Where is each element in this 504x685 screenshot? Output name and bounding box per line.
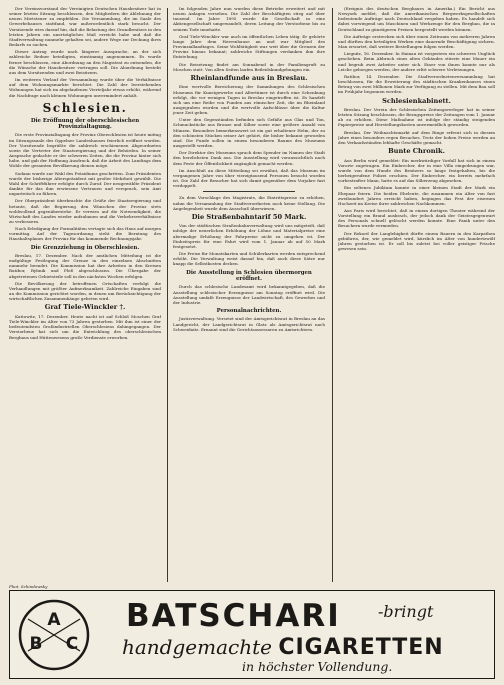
paragraph: Ein seltenes Jubiläum konnte in einer kleinen Stadt der Mark ein Ehepaar feiern. Die beiden Eheleute, die zusammen ein Alter von fast zweihundert Jahren erreicht haben, begingen das Fest der eisernen Hochzeit im Kreise ihrer zahlreichen Nachkommen.	[338, 185, 495, 206]
paragraph: Im Anschluß an diese Mitteilung sei erwähnt, daß das Museum im vergangenen Jahre von über vierzigtausend Personen besucht worden ist. Die Zahl der Besucher hat sich damit gegenüber dem Vorjahre fast verdoppelt.	[173, 167, 325, 189]
ad-brand-name: BATSCHARI	[126, 598, 341, 634]
article-headline: Schlesienkabinett.	[382, 96, 451, 105]
article-headline: Rheinlandfunde aus in Breslau.	[190, 73, 308, 82]
ad-tagline-pre: handgemachte	[122, 635, 272, 659]
paragraph: Aus Berlin wird gemeldet: Ein merkwürdiger Vorfall hat sich in einem Vororte zugetragen. Ein Einbrecher, der in eine Villa eingedrungen war, wurde von dem Hunde des Besitzers so lange festgehalten, bis die herbeigerufene Polizei erschien. Der Einbrecher, ein bereits mehrfach vorbestrafter Mann, hatte es auf das Silberzeug abgesehen.	[338, 157, 495, 184]
paragraph: Unter den Gegenständen befinden sich Gefäße aus Glas und Ton, Schmuckstücke aus Bronze und Silber sowie eine größere Anzahl von Münzen. Besonders bemerkenswert ist ein gut erhaltener Helm, der zu den schönsten Stücken seiner Art gehört, die bisher bekannt geworden sind. Die Funde sollen in einem besonderen Raume des Museums ausgestellt werden.	[173, 117, 325, 149]
paragraph: Im folgenden Jahre nun wurden diese Betriebe erweitert und mit neuen Anlagen versehen. Die Zahl der Beschäftigten stieg auf über tausend. Im Jahre 1895 wurde die Gesellschaft in eine Aktiengesellschaft umgewandelt, deren Leitung der Verstorbene bis zu seinem Tode innehatte.	[173, 6, 325, 32]
article-headline: Die Straßenbahntarif 50 Mark.	[191, 212, 307, 221]
paragraph: Ratibor, 14. Dezember. Die Stadtverordnetenversammlung hat beschlossen, für die Erweiterung des städtischen Krankenhauses einen Betrag von zwei Millionen Mark zur Verfügung zu stellen. Mit dem Bau soll im Frühjahr begonnen werden.	[338, 73, 495, 95]
paragraph: Die Bevölkerung der betroffenen Ortschaften verfolgt die Verhandlungen mit größter Aufmerksamkeit. Zahlreiche Eingaben sind an die Kommission gerichtet worden, in denen um Berücksichtigung der wirtschaftlichen Zusammenhänge gebeten wird.	[9, 280, 161, 302]
paragraph: Justizverwaltung. Versetzt sind der Amtsgerichtsrat in Breslau an das Landgericht, der Landgerichtsrat in Glatz als Amtsgerichtsrat nach Schweidnitz. Ernannt sind die Gerichtsassessoren zu Amtsrichtern.	[173, 316, 325, 332]
column-divider	[332, 8, 333, 582]
abc-logo-icon	[18, 599, 90, 671]
paragraph: Breslau. Der Verein der Schlesischen Zeitungsverleger hat in seiner letzten Sitzung beschlossen, die Bezugspreise der Zeitungen vom 1. Januar ab zu erhöhen. Diese Maßnahme ist infolge der ständig steigenden Papierpreise und Herstellungskosten unvermeidlich geworden.	[338, 107, 495, 128]
logo-letter: C	[65, 634, 79, 654]
paragraph: Die Beisetzung findet am Sonnabend in der Familiengruft zu Moschen statt. Von allen Seiten laufen Beileidskundgebungen ein.	[173, 61, 325, 72]
paragraph: Aus Paris wird berichtet, daß in einem dortigen Theater während der Vorstellung ein Brand ausbrach, der jedoch dank der Geistesgegenwart des Personals schnell gelöscht werden konnte. Eine Panik unter den Besuchern wurde vermieden.	[338, 208, 495, 229]
paragraph: Breslau. Der Weihnachtsmarkt auf dem Ringe erfreut sich in diesem Jahre eines besonders regen Besuches. Trotz der hohen Preise werden an den Verkaufsständen lebhafte Geschäfte gemacht.	[338, 129, 495, 145]
article-headline: Personalnachrichten.	[216, 308, 282, 314]
paragraph: Nach Erledigung der Formalitäten vertagte sich das Haus auf morgen vormittag. Auf der Tagesordnung steht die Beratung des Haushaltsplanes der Provinz für das kommende Rechnungsjahr.	[9, 226, 161, 242]
separator-line	[203, 191, 295, 192]
paragraph: Liegnitz, 16. Dezember. In Hainau ist vorgestern ein schweres Unglück geschehen. Beim Abbruch eines alten Gebäudes stürzte eine Mauer ein und begrub zwei Arbeiter unter sich. Einer von ihnen konnte nur als Leiche geborgen werden, der andere erlitt schwere Verletzungen.	[338, 51, 495, 72]
paragraph: Der Rekord der Langlebigkeit dürfte einem Bauern in den Karpathen gebühren, der, wie gemeldet wird, kürzlich im Alter von hundertzwölf Jahren gestorben ist. Er soll bis zuletzt bei voller geistiger Frische gewesen sein.	[338, 230, 495, 252]
article-headline: Bunte Chronik.	[388, 147, 445, 156]
article-headline: Die Eröffnung der oberschlesischen Provinzialtagung.	[30, 117, 140, 131]
logo-letter: A	[47, 610, 61, 630]
paragraph: Dieser Antrag wurde nach längerer Aussprache, an der sich zahlreiche Redner beteiligten, einstimmig angenommen. Es wurde ferner beschlossen, eine Abordnung an den Magistrat zu entsenden, die die Wünsche der Hausbesitzer vortragen soll. Die Abordnung besteht aus dem Vorsitzenden und zwei Beisitzern.	[9, 49, 161, 75]
paragraph: Graf Tiele-Winckler war auch im öffentlichen Leben tätig. Er gehörte lange Jahre dem Herrenhause an und war Mitglied des Provinziallandtages. Seine Wohltätigkeit war weit über die Grenzen der Provinz hinaus bekannt; zahlreiche Stiftungen verdanken ihm ihre Entstehung.	[173, 33, 325, 60]
paragraph: Kattowitz, 17. Dezember. Heute nacht ist auf Schloß Moschen Graf Tiele-Winckler im Alter von 73 Jahren gestorben. Mit ihm ist einer der bedeutendsten Großindustriellen Oberschlesiens dahingegangen. Der Verstorbene hat sich um die Entwicklung des oberschlesischen Bergbaus und Hüttenwesens große Verdienste erworben.	[9, 313, 161, 340]
article-headline: Die Ausstellung in Schlesien übermorgen eröffnet.	[186, 269, 312, 282]
column-3	[338, 6, 495, 584]
paragraph: Sodann wurde zur Wahl des Präsidiums geschritten. Zum Präsidenten wurde der bisherige Alterspräsident mit großer Mehrheit gewählt. Die Wahl der Schriftführer erfolgte durch Zuruf. Der neugewählte Präsident dankte für das ihm erwiesene Vertrauen und versprach, sein Amt unparteiisch zu führen.	[9, 170, 161, 197]
article-columns	[9, 6, 495, 584]
photo-credit: Phot. Schindowsky	[9, 584, 48, 589]
ad-tagline-product: CIGARETTEN	[278, 635, 444, 660]
ad-slogan: in höchster Vollendung.	[242, 659, 393, 674]
paragraph: Die Aufträge erstrecken sich über einen Zeitraum von mehreren Jahren und dürften den beteiligten Werken eine dauernde Beschäftigung sichern. Man erwartet, daß weitere Bestellungen folgen werden.	[338, 33, 495, 50]
column-divider	[167, 8, 168, 582]
paragraph: Der Oberpräsident überbrachte die Grüße der Staatsregierung und betonte, daß die Regierung den Wünschen der Provinz stets wohlwollend gegenüberstehe. Er verwies auf die Notwendigkeit, die Wirtschaft des Landes wieder aufzubauen und die Verkehrsverhältnisse zu verbessern.	[9, 198, 161, 224]
section-heading-schlesien: Schlesien.	[42, 100, 128, 115]
paragraph: Der Vereinsvorstand der Vereinigten Deutschen Hausbesitzer hat in seiner letzten Sitzung beschlossen, den Mitgliedern die Ablehnung der neuen Mietsteuer zu empfehlen. Die Versammlung, die im Saale des Gewerbehauses stattfand, war außerordentlich stark besucht. Der Vorsitzende wies darauf hin, daß die Belastung des Grundbesitzes in den letzten Jahren ein unerträgliches Maß erreicht habe und daß die Stadtverwaltung nunmehr gehalten sei, andere Wege zur Deckung ihres Bedarfs zu suchen.	[9, 6, 161, 48]
paragraph: Eine wertvolle Bereicherung der Sammlungen des Schlesischen Museums für Kunstgewerbe und Altertümer ist durch eine Schenkung erfolgt, die vor wenigen Tagen in Breslau eingetroffen ist. Es handelt sich um eine Reihe von Funden aus römischer Zeit, die im Rheinland ausgegraben wurden und die wertvolle Aufschlüsse über die Kultur jener Zeit geben.	[173, 84, 325, 116]
article-headline: Die Grenzziehung in Oberschlesien.	[30, 244, 140, 251]
ad-tagline	[122, 635, 444, 660]
paragraph: Von der städtischen Straßenbahnverwaltung wird uns mitgeteilt, daß infolge der neuerlichen Erhöhung der Löhne und Materialpreise eine abermalige Erhöhung der Fahrpreise nicht zu umgehen ist. Der Einheitspreis für eine Fahrt wird vom 1. Januar ab auf 50 Mark festgesetzt.	[173, 223, 325, 249]
paragraph: (Ereignis des deutschen Bergbaues in Amerika.) Ein Bericht aus Newyork meldet, daß die amerikanischen Bergwerksgesellschaften bedeutende Aufträge nach Deutschland vergeben haben. Es handelt sich dabei vorwiegend um Maschinen und Werkzeuge für den Bergbau, die in Deutschland zu günstigeren Preisen hergestellt werden können.	[338, 6, 495, 32]
advertisement-batschari	[9, 590, 495, 679]
paragraph: Die erste Provinzialtagung der Provinz Oberschlesien ist heute mittag im Sitzungssaale des Oppelner Landeshauses feierlich eröffnet worden. Der Vorsitzende begrüßte die zahlreich erschienenen Abgeordneten sowie die Vertreter der Staatsregierung und der Behörden. In seiner Ansprache gedachte er der schweren Zeiten, die die Provinz hinter sich habe, und gab der Hoffnung Ausdruck, daß die Arbeit des Landtags dem Wohle der gesamten Bevölkerung dienen möge.	[9, 132, 161, 169]
logo-letter: B	[29, 634, 43, 654]
paragraph: Der Direktor des Museums sprach dem Spender im Namen der Stadt den herzlichsten Dank aus. Die Ausstellung wird voraussichtlich nach dem Feste der Öffentlichkeit zugänglich gemacht werden.	[173, 150, 325, 166]
paragraph: Die Preise für Monatskarten und Schülerkarten werden entsprechend erhöht. Die Verwaltung weist darauf hin, daß auch diese Sätze nur knapp die Selbstkosten decken.	[173, 251, 325, 267]
ad-verb: -bringt	[378, 602, 434, 621]
newspaper-page	[9, 6, 495, 679]
paragraph: Durch das schlesische Landesamt wird bekanntgegeben, daß die Ausstellung schlesischer Erzeugnisse am Sonntag eröffnet wird. Die Ausstellung umfaßt Erzeugnisse der Landwirtschaft, des Gewerbes und der Industrie.	[173, 284, 325, 305]
column-2	[173, 6, 325, 584]
column-1	[9, 6, 161, 584]
paragraph: Breslau, 17. Dezember. Nach der amtlichen Mitteilung ist die endgültige Festlegung der Grenze in den einzelnen Abschnitten nunmehr beendet. Die Kommission hat ihre Arbeiten in den Kreisen Ratibor, Rybnik und Pleß abgeschlossen. Die Übergabe der abgetretenen Gebietsteile soll in den nächsten Wochen erfolgen.	[9, 253, 161, 279]
article-headline: Graf Tiele-Winckler †.	[44, 303, 126, 312]
paragraph: Zu dem Vorschlage des Magistrats, die Eintrittspreise zu erhöhen, nahm die Versammlung der Stadtverordneten noch keine Stellung. Die Angelegenheit wurde dem Ausschuß überwiesen.	[173, 195, 325, 211]
paragraph: Im weiteren Verlauf der Versammlung wurde über die Verhältnisse auf dem Wohnungsmarkte berichtet. Die Zahl der leerstehenden Wohnungen hat sich im abgelaufenen Vierteljahr etwas erhöht, während die Nachfrage nach kleinen Wohnungen unvermindert anhält.	[9, 77, 161, 98]
